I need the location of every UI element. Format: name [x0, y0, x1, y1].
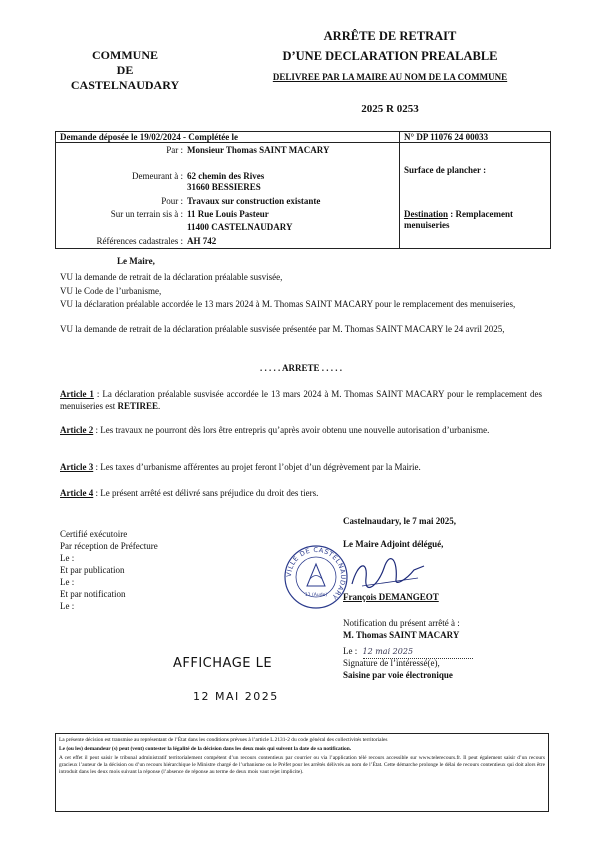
document-title — [240, 26, 540, 66]
destination — [404, 209, 544, 231]
handwritten-signature — [348, 556, 428, 592]
pour-value: Travaux sur construction existante — [187, 196, 321, 206]
signature-interesse: Signature de l’intéressé(e), — [343, 658, 440, 668]
article-4-text: : Le présent arrêté est délivré sans préjudice du droit des tiers. — [93, 488, 319, 498]
notification-recipient: M. Thomas SAINT MACARY — [343, 630, 460, 640]
article-2-label: Article 2 — [60, 425, 94, 435]
delivered-by: DELIVREE PAR LA MAIRE AU NOM DE LA COMMUNE — [272, 72, 508, 82]
demeurant-label: Demeurant à : — [132, 171, 183, 181]
vu-4: VU la demande de retrait de la déclaration préalable susvisée présentée par M. Thomas SAINT MACARY le 24 avril 2025, — [60, 324, 505, 334]
title-line-2: D’UNE DECLARATION PREALABLE — [282, 49, 498, 63]
reception-prefecture: Par réception de Préfecture — [60, 541, 158, 551]
legal-notice-recours: A cet effet il peut saisir le tribunal administratif territorialement compétent d’un recours contentieux par courrier ou via l’application télé recours accessible sur www.telerecours.fr. Il peut également saisir d’un recours gracieux l’auteur de la décision ou d’un recours hiérarchique le Ministre chargé de l’urbanisme ou le Préfet pour les arrêtés délivrés au nom de l’État. Cette démarche prolonge le délai de recours contentieux qui doit alors être introduit dans les deux mois suivant la réponse (l’absence de réponse au terme de deux mois vaut rejet implicite). — [59, 754, 545, 776]
cadastre-label: Références cadastrales : — [96, 236, 183, 246]
publication-date: Le : — [60, 577, 75, 587]
table-divider-vertical — [399, 132, 400, 248]
terrain-line-2: 11400 CASTELNAUDARY — [187, 222, 293, 232]
article-4 — [60, 487, 542, 499]
terrain-label: Sur un terrain sis à : — [110, 209, 183, 219]
article-3-label: Article 3 — [60, 462, 94, 472]
seal-text: VILLE DE CASTELNAUDARY — [284, 545, 348, 602]
affichage-stamp: AFFICHAGE LE — [173, 656, 273, 671]
legal-notice-transmission: La présente décision est transmise au représentant de l’État dans les conditions prévues à l’article L 2131-2 du code général des collectivités territoriales — [59, 737, 388, 743]
signatory-role: Le Maire Adjoint délégué, — [343, 539, 444, 549]
title-line-1: ARRÊTE DE RETRAIT — [323, 29, 457, 43]
demeurant-line-1: 62 chemin des Rives — [187, 171, 265, 181]
destination-value: : Remplacement menuiseries — [404, 209, 513, 230]
town-seal-stamp — [283, 544, 349, 610]
notification-title: Notification du présent arrêté à : — [343, 618, 460, 628]
legal-notice-contest: Le (ou les) demandeur (s) peut (vent) contester la légalité de la décision dans les deux mois qui suivent la date de sa notification. — [59, 745, 352, 752]
destination-label: Destination — [404, 209, 449, 219]
article-1-label: Article 1 — [60, 389, 94, 399]
vu-2: VU le Code de l’urbanisme, — [60, 286, 162, 296]
certification-block — [60, 528, 158, 612]
legal-notice-box — [55, 733, 549, 812]
vu-1: VU la demande de retrait de la déclaration préalable susvisée, — [60, 272, 283, 282]
reception-date: Le : — [60, 553, 75, 563]
article-1-bold: RETIREE — [117, 401, 159, 411]
par-value: Monsieur Thomas SAINT MACARY — [187, 145, 330, 155]
article-4-label: Article 4 — [60, 488, 94, 498]
article-3 — [60, 461, 542, 473]
article-1 — [60, 388, 542, 412]
terrain-line-1: 11 Rue Louis Pasteur — [187, 209, 269, 219]
commune-line-3: CASTELNAUDARY — [70, 78, 180, 92]
dossier-number: N° DP 11076 24 00033 — [404, 132, 489, 142]
le-maire: Le Maire, — [117, 256, 155, 266]
article-2 — [60, 424, 542, 436]
commune-line-1: COMMUNE — [92, 48, 158, 62]
seal-subtext: 11 (Aude) — [304, 593, 328, 598]
deposit-date: Demande déposée le 19/02/2024 - Complétée le — [60, 132, 238, 142]
affichage-date: 12 MAI 2025 — [193, 690, 279, 703]
cadastre-value: AH 742 — [187, 236, 217, 246]
arrete-heading: . . . . . ARRETE . . . . . — [259, 363, 342, 373]
certifie-executoire: Certifié exécutoire — [60, 529, 128, 539]
par-publication: Et par publication — [60, 565, 125, 575]
par-label: Par : — [166, 145, 183, 155]
notification-date: Le : — [60, 601, 75, 611]
par-notification: Et par notification — [60, 589, 126, 599]
saisine-electronique: Saisine par voie électronique — [343, 670, 453, 680]
commune-header — [55, 48, 195, 93]
surface-label: Surface de plancher : — [404, 165, 487, 175]
vu-3: VU la déclaration préalable accordée le 13 mars 2024 à M. Thomas SAINT MACARY pour le remplacement des menuiseries, — [60, 299, 516, 309]
article-1-end: . — [158, 401, 161, 411]
notification-le-label: Le : — [343, 646, 358, 656]
article-3-text: : Les taxes d’urbanisme afférentes au projet feront l’objet d’un dégrèvement par la Mairie. — [93, 462, 421, 472]
pour-label: Pour : — [161, 196, 183, 206]
commune-line-2: DE — [116, 63, 134, 77]
signatory-name: François DEMANGEOT — [343, 592, 439, 602]
demeurant-line-2: 31660 BESSIERES — [187, 182, 261, 192]
article-2-text: : Les travaux ne pourront dès lors être entrepris qu’après avoir obtenu une nouvelle autorisation d’urbanisme. — [93, 425, 490, 435]
notification-date-handwritten: 12 mai 2025 — [362, 647, 414, 656]
article-1-text: : La déclaration préalable susvisée accordée le 13 mars 2024 à M. Thomas SAINT MACARY pour le remplacement des menuiseries est — [60, 389, 542, 411]
place-date: Castelnaudary, le 7 mai 2025, — [343, 516, 457, 526]
request-info-table — [55, 131, 551, 249]
reference-number: 2025 R 0253 — [361, 103, 419, 115]
